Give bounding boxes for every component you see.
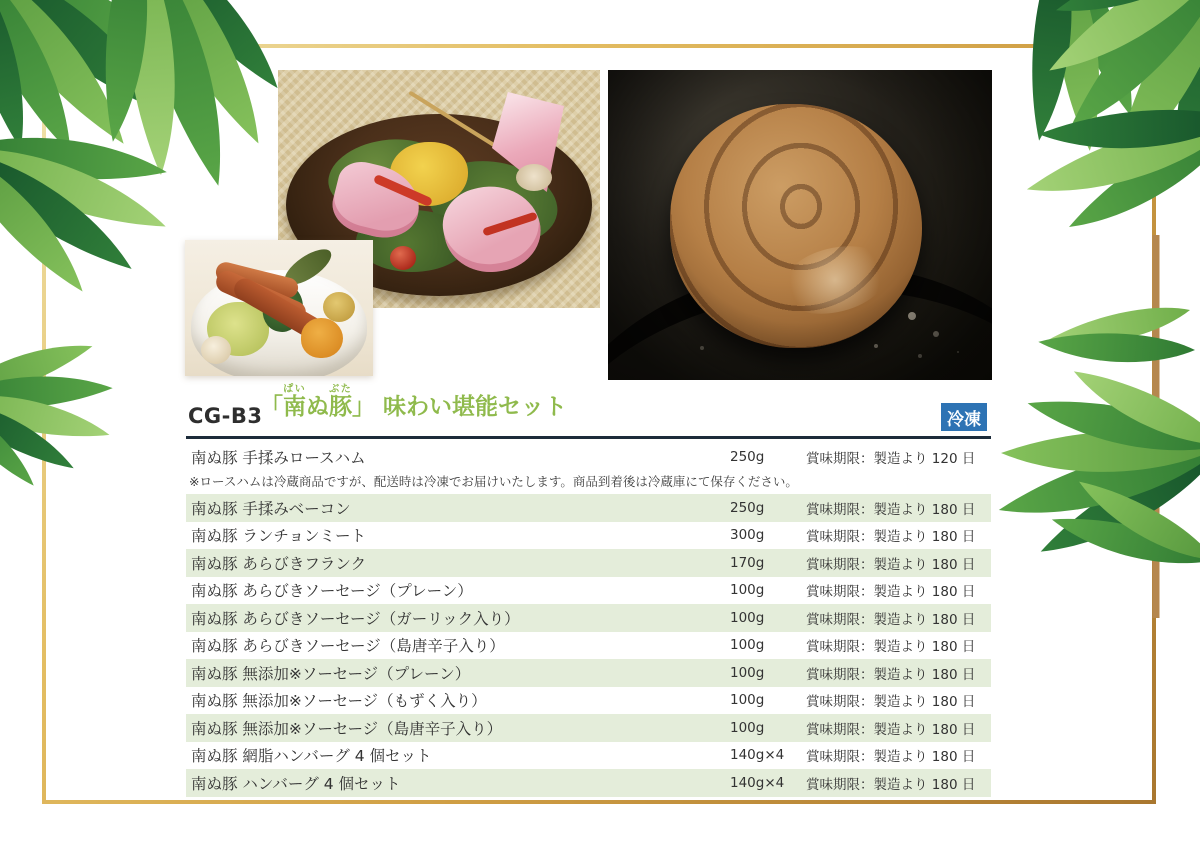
title-close-bracket: 」 (352, 394, 375, 420)
product-shelf-life: 賞味期限：製造より 180 日 (806, 611, 976, 628)
frozen-badge: 冷凍 (941, 403, 987, 431)
photo-sausage-pot (185, 240, 373, 376)
product-shelf-life: 賞味期限：製造より 180 日 (806, 776, 976, 793)
photo-hamburg-steak (608, 70, 992, 380)
product-name: 南ぬ豚 網脂ハンバーグ 4 個セット (191, 747, 432, 766)
product-weight: 100g (730, 664, 765, 681)
product-weight: 170g (730, 554, 765, 571)
product-shelf-life: 賞味期限：製造より 180 日 (806, 501, 976, 518)
table-row (186, 522, 991, 550)
dish-onion (201, 336, 231, 364)
product-name: 南ぬ豚 あらびきソーセージ（プレーン） (191, 582, 473, 601)
product-code: CG-B3 (188, 404, 263, 428)
refrigeration-note: ※ロースハムは冷蔵商品ですが、配送時は冷凍でお届けいたします。商品到着後は冷蔵庫にて保存ください。 (189, 474, 798, 489)
product-shelf-life: 賞味期限：製造より 180 日 (806, 584, 976, 601)
table-row (186, 659, 991, 687)
table-row (186, 549, 991, 577)
product-weight: 250g (730, 449, 765, 465)
product-shelf-life: 賞味期限：製造より 180 日 (806, 721, 976, 738)
table-row (186, 687, 991, 715)
table-row (186, 769, 991, 797)
title-ruby-minami: 南ぱい (283, 384, 306, 420)
product-weight: 100g (730, 582, 765, 599)
table-rows (186, 494, 991, 797)
product-name: 南ぬ豚 無添加※ソーセージ（島唐辛子入り） (191, 719, 503, 738)
product-name: 南ぬ豚 あらびきソーセージ（ガーリック入り） (191, 609, 520, 628)
title-ruby-buta: 豚ぶた (329, 384, 352, 420)
table-row (186, 632, 991, 660)
header-divider (186, 436, 991, 439)
product-name: 南ぬ豚 あらびきソーセージ（島唐辛子入り） (191, 637, 505, 656)
product-name: 南ぬ豚 無添加※ソーセージ（もずく入り） (191, 692, 487, 711)
product-shelf-life: 賞味期限：製造より 180 日 (806, 529, 976, 546)
product-shelf-life: 賞味期限：製造より 180 日 (806, 694, 976, 711)
table-row (186, 604, 991, 632)
product-table (186, 444, 991, 797)
table-row (186, 444, 991, 470)
product-weight: 300g (730, 527, 765, 544)
salad-tomato (390, 246, 416, 270)
photo-vignette (608, 70, 992, 380)
product-name: 南ぬ豚 あらびきフランク (191, 554, 367, 573)
product-weight: 100g (730, 609, 765, 626)
title-rest: 味わい堪能セット (383, 394, 567, 420)
product-shelf-life: 賞味期限：製造より 120 日 (806, 451, 976, 467)
product-name: 南ぬ豚 ハンバーグ 4 個セット (191, 774, 401, 793)
product-weight: 140g×4 (730, 747, 785, 764)
product-weight: 100g (730, 637, 765, 654)
product-name: 南ぬ豚 ランチョンミート (191, 527, 366, 546)
table-row (186, 714, 991, 742)
dish-chestnut (323, 292, 355, 322)
title-open-bracket: 「 (260, 394, 283, 420)
title-mid: ぬ (306, 394, 329, 420)
product-name: 南ぬ豚 手揉みロースハム (191, 449, 366, 467)
table-row (186, 494, 991, 522)
product-shelf-life: 賞味期限：製造より 180 日 (806, 556, 976, 573)
product-shelf-life: 賞味期限：製造より 180 日 (806, 666, 976, 683)
product-name: 南ぬ豚 無添加※ソーセージ（プレーン） (191, 664, 471, 683)
table-row (186, 577, 991, 605)
product-shelf-life: 賞味期限：製造より 180 日 (806, 639, 976, 656)
salad-mushroom (516, 164, 552, 191)
product-name: 南ぬ豚 手揉みベーコン (191, 499, 351, 518)
product-weight: 250g (730, 499, 765, 516)
product-weight: 140g×4 (730, 774, 785, 791)
page-title (260, 384, 567, 420)
product-shelf-life: 賞味期限：製造より 180 日 (806, 749, 976, 766)
table-row (186, 742, 991, 770)
product-weight: 100g (730, 719, 765, 736)
product-weight: 100g (730, 692, 765, 709)
dish-carrot-chunk (301, 318, 343, 358)
